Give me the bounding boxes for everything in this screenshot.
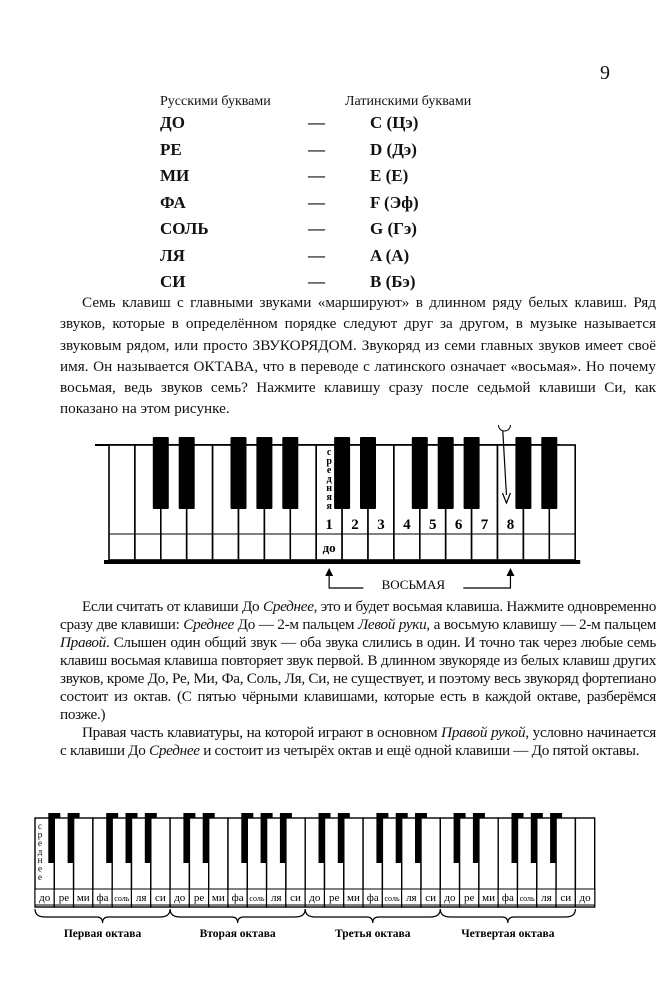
key-number: 6 bbox=[454, 517, 463, 533]
latin-name: E (E) bbox=[370, 166, 409, 185]
octave-brace bbox=[35, 909, 170, 923]
paragraph-1-text: Семь клавиш с главными звуками «маршируют» в длинном ряду белых клавиш. Ряд звуков, которые в определённом порядке следуют друг за другом, в музыке называется звуковым рядом, или просто ЗВУКОРЯДОМ. Звукоряд из семи главных звуков имеет своё имя. Он называется ОКТАВА, что в переводе с латинского означает «восьмая». Но почему восьмая, ведь звуков семь? Нажмите клавишу сразу после седьмой клавиши Си, как показано на этом рисунке. bbox=[60, 294, 656, 418]
russian-name: ЛЯ bbox=[160, 245, 185, 265]
black-key bbox=[179, 437, 195, 509]
note-label: до bbox=[174, 892, 186, 904]
note-label: си bbox=[425, 892, 437, 904]
note-label: ми bbox=[482, 892, 495, 904]
note-label: ми bbox=[347, 892, 360, 904]
middle-label-letter: е bbox=[38, 863, 42, 874]
octave-label: Вторая октава bbox=[199, 928, 276, 940]
key-number: 2 bbox=[351, 517, 359, 533]
header-russian: Русскими буквами bbox=[160, 94, 271, 109]
middle-label-letter: р bbox=[326, 456, 332, 467]
latin-name: D (Дэ) bbox=[370, 139, 417, 159]
note-label: си bbox=[560, 892, 572, 904]
keyboard-base bbox=[104, 560, 580, 564]
russian-name: РЕ bbox=[160, 139, 182, 159]
middle-label-letter: с bbox=[326, 447, 332, 458]
note-row bbox=[0, 246, 672, 272]
dash: — bbox=[308, 245, 325, 265]
middle-label-letter: с bbox=[38, 821, 42, 831]
note-label: соль bbox=[519, 894, 535, 903]
note-row bbox=[0, 140, 672, 166]
key-number: 8 bbox=[506, 517, 515, 533]
dash: — bbox=[308, 192, 325, 212]
russian-name: ДО bbox=[160, 113, 185, 132]
dash: — bbox=[308, 139, 325, 159]
dash: — bbox=[308, 113, 325, 132]
octave-brace bbox=[440, 909, 575, 923]
latin-name: C (Цэ) bbox=[370, 113, 419, 132]
key-number: 7 bbox=[480, 517, 489, 533]
note-label: до bbox=[579, 892, 591, 904]
russian-name: МИ bbox=[160, 166, 190, 185]
note-label: ми bbox=[211, 892, 225, 904]
note-label: фа bbox=[231, 892, 244, 904]
page-number: 9 bbox=[600, 62, 610, 84]
note-label: ля bbox=[406, 892, 417, 904]
keyboard-figure-four-octaves bbox=[0, 812, 672, 947]
note-label: ля bbox=[541, 892, 552, 904]
black-key bbox=[438, 437, 454, 509]
paragraph-1 bbox=[60, 292, 656, 420]
middle-label-letter: д bbox=[37, 846, 43, 857]
note-label: ре bbox=[58, 892, 70, 904]
note-label: си bbox=[290, 892, 301, 904]
latin-name: A (A) bbox=[370, 245, 410, 265]
note-label: соль bbox=[249, 894, 265, 903]
note-label: фа bbox=[501, 892, 514, 904]
latin-name: F (Эф) bbox=[370, 192, 419, 212]
note-row bbox=[0, 166, 672, 192]
latin-name: B (Бэ) bbox=[370, 272, 416, 291]
note-label: до bbox=[39, 892, 51, 904]
russian-name: ФА bbox=[160, 192, 186, 212]
note-label: фа bbox=[96, 892, 109, 904]
black-key bbox=[334, 437, 350, 509]
note-label: ре bbox=[328, 892, 340, 904]
note-row bbox=[0, 113, 672, 139]
middle-label-letter: д bbox=[326, 474, 332, 485]
russian-name: СОЛЬ bbox=[160, 219, 209, 238]
header-latin: Латинскими буквами bbox=[345, 94, 472, 109]
note-label: соль bbox=[384, 894, 400, 903]
note-label: фа bbox=[366, 892, 379, 904]
middle-label-letter: е bbox=[38, 872, 42, 882]
middle-label-letter: е bbox=[38, 838, 42, 848]
dash: — bbox=[308, 166, 325, 185]
octave-brace bbox=[305, 909, 440, 923]
black-key bbox=[231, 437, 247, 509]
note-label: до bbox=[444, 892, 456, 904]
paragraph-2-text: Если считать от клавиши До Среднее, это и будет восьмая клавиша. Нажмите одновременно сразу две клавиши: Среднее До — 2-м пальцем Левой руки, а восьмую клавишу — 2-м пальцем Правой. Слышен один общий звук — оба звука слились в один. И точно так через любые семь клавиш восьмая клавиша повторяет звук первой. В длинном звукоряде из белых клавиш других звуков, кроме До, Ре, Ми, Фа, Соль, Ля, Си, не существует, и поэтому весь звукоряд фортепиано состоит из октав. (С пятью чёрными клавишами, которые есть в каждой октаве, разберёмся позже.) bbox=[60, 598, 657, 723]
note-label: ми bbox=[76, 892, 90, 904]
middle-label-letter: е bbox=[326, 465, 332, 476]
note-label: до bbox=[309, 892, 321, 904]
key-number: 5 bbox=[429, 517, 437, 533]
arrow-heads bbox=[325, 568, 514, 576]
note-label: си bbox=[155, 892, 166, 904]
black-key bbox=[464, 437, 480, 509]
note-label: ля bbox=[135, 892, 147, 904]
note-label: ля bbox=[270, 892, 282, 904]
middle-label-letter: н bbox=[37, 855, 43, 865]
note-label: ре bbox=[193, 892, 205, 904]
key-number: 1 bbox=[325, 517, 333, 533]
octave-brace bbox=[170, 909, 305, 923]
black-key bbox=[256, 437, 272, 509]
octave-label: Первая октава bbox=[63, 928, 142, 940]
note-label: соль bbox=[114, 894, 130, 903]
octave-label: Четвертая октава bbox=[461, 928, 555, 940]
key-number: 3 bbox=[377, 517, 385, 533]
paragraph-3-text: Правая часть клавиатуры, на которой играют в основном Правой рукой, условно начинается с клавиши До Среднее и состоит из четырёх октав и ещё одной клавиши — До пятой октавы. bbox=[60, 724, 656, 759]
black-key bbox=[282, 437, 298, 509]
dash: — bbox=[308, 272, 325, 291]
black-key bbox=[515, 437, 531, 509]
key-number: 4 bbox=[403, 517, 411, 533]
note-label: ре bbox=[464, 892, 475, 904]
russian-name: СИ bbox=[160, 272, 186, 291]
middle-label-letter: я bbox=[326, 501, 332, 512]
white-key bbox=[109, 445, 135, 560]
black-key bbox=[153, 437, 169, 509]
middle-label-letter: р bbox=[37, 829, 43, 840]
latin-name: G (Гэ) bbox=[370, 219, 417, 238]
black-key bbox=[412, 437, 428, 509]
finger-icon bbox=[498, 425, 510, 431]
eighth-label: ВОСЬМАЯ bbox=[381, 577, 446, 592]
dash: — bbox=[308, 219, 325, 238]
note-row bbox=[0, 219, 672, 245]
keyboard-figure-octave bbox=[0, 425, 672, 600]
paragraph-2 bbox=[60, 598, 656, 760]
black-key bbox=[541, 437, 557, 509]
note-row bbox=[0, 193, 672, 219]
black-key bbox=[360, 437, 376, 509]
middle-label-letter: н bbox=[326, 483, 333, 494]
do-label: до bbox=[322, 540, 336, 555]
octave-label: Третья октава bbox=[335, 928, 411, 940]
middle-label-letter: я bbox=[326, 492, 332, 503]
